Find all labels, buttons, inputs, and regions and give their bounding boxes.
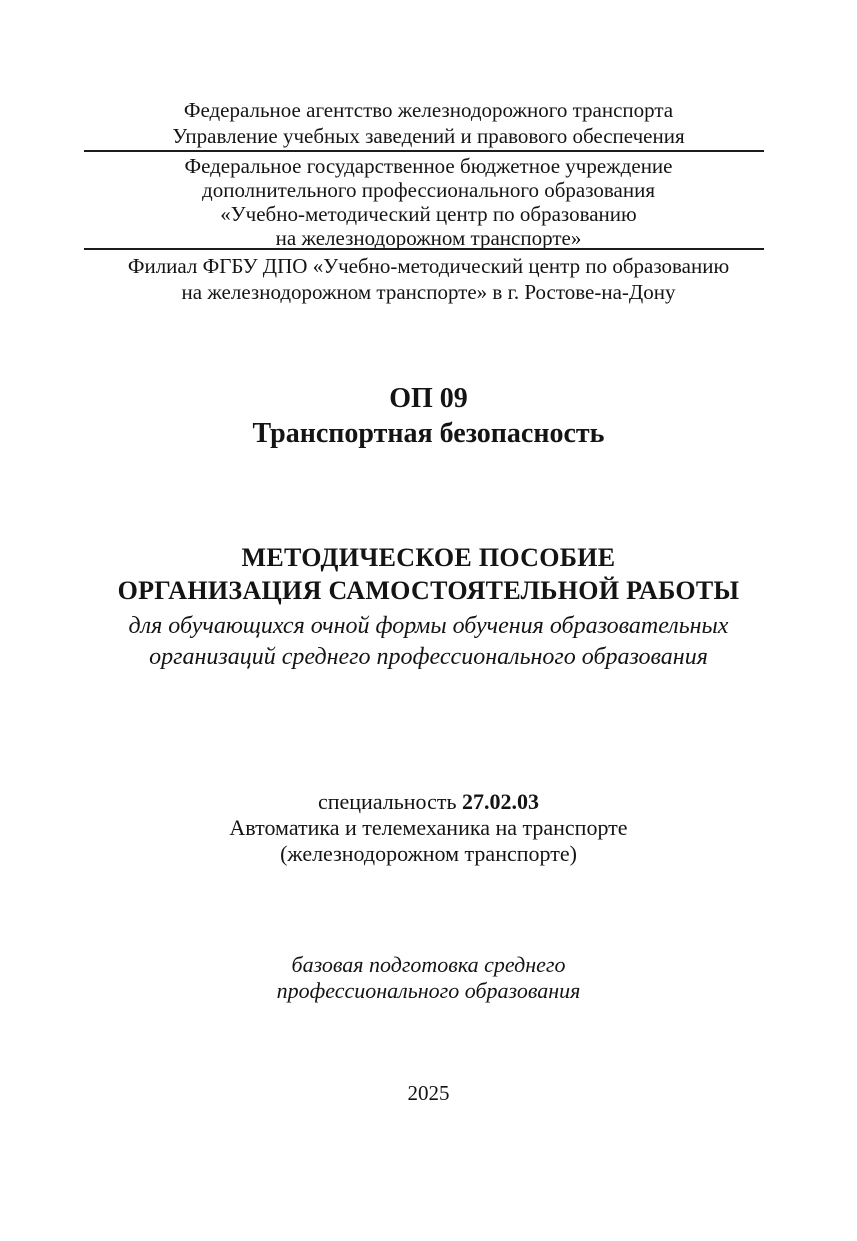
institution-line-4: на железнодорожном транспорте» xyxy=(275,226,582,250)
course-heading xyxy=(0,381,857,451)
agency-line-1: Федеральное агентство железнодорожного транспорта xyxy=(183,98,674,122)
audience-line-1: для обучающихся очной формы обучения образовательных xyxy=(128,613,729,639)
specialty-code-line xyxy=(0,789,857,815)
agency-line-2: Управление учебных заведений и правового обеспечения xyxy=(172,124,685,148)
specialty-label: специальность xyxy=(317,789,463,814)
training-level xyxy=(0,952,857,1004)
branch-line-1: Филиал ФГБУ ДПО «Учебно-методический центр по образованию xyxy=(127,254,730,278)
header-divider-bottom xyxy=(84,248,764,250)
document-type-heading xyxy=(0,541,857,607)
header-divider-top xyxy=(84,150,764,152)
header-agency xyxy=(0,97,857,149)
header-institution xyxy=(0,154,857,250)
document-type-line-2: ОРГАНИЗАЦИЯ САМОСТОЯТЕЛЬНОЙ РАБОТЫ xyxy=(117,576,740,605)
institution-line-2: дополнительного профессионального образования xyxy=(202,178,655,202)
specialty-name-line-1: Автоматика и телемеханика на транспорте xyxy=(229,815,628,840)
document-type-line-1: МЕТОДИЧЕСКОЕ ПОСОБИЕ xyxy=(241,543,616,572)
course-title: Транспортная безопасность xyxy=(252,418,605,449)
document-audience xyxy=(0,611,857,673)
specialty-section xyxy=(0,789,857,867)
branch-line-2: на железнодорожном транспорте» в г. Ростове-на-Дону xyxy=(181,280,676,304)
institution-line-3: «Учебно-методический центр по образованию xyxy=(220,202,637,226)
header-branch xyxy=(0,253,857,305)
training-line-1: базовая подготовка среднего xyxy=(291,952,566,977)
course-code: ОП 09 xyxy=(389,383,468,414)
publication-year: 2025 xyxy=(407,1081,450,1105)
specialty-name-line-2: (железнодорожном транспорте) xyxy=(280,841,577,866)
institution-line-1: Федеральное государственное бюджетное учреждение xyxy=(184,154,673,178)
training-line-2: профессионального образования xyxy=(276,978,581,1003)
specialty-code: 27.02.03 xyxy=(462,789,540,814)
audience-line-2: организаций среднего профессионального образования xyxy=(149,644,708,670)
